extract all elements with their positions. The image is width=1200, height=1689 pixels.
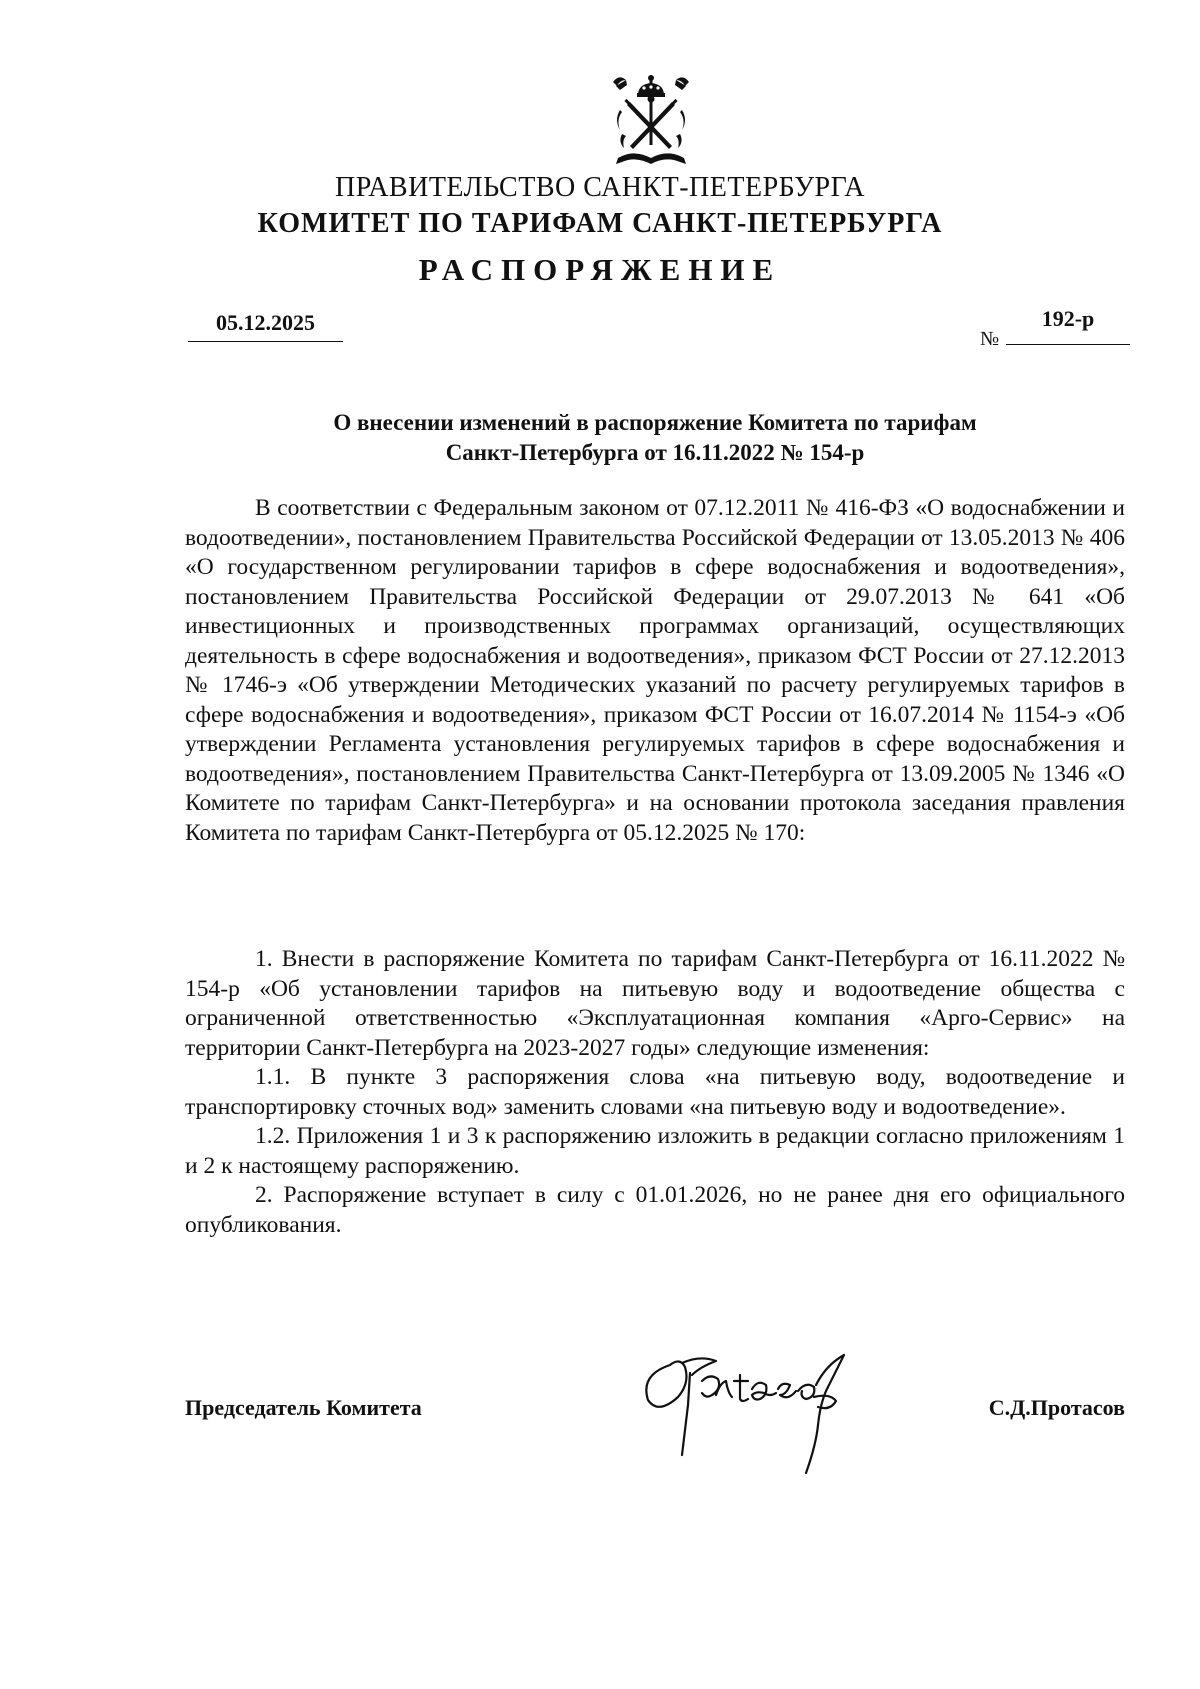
resolution-item-1-2: 1.2. Приложения 1 и 3 к распоряжению изложить в редакции согласно приложениям 1 и 2 к настоящему распоряжению. <box>185 1123 1125 1179</box>
document-number: 192-р <box>1041 306 1095 331</box>
committee-heading: КОМИТЕТ ПО ТАРИФАМ САНКТ-ПЕТЕРБУРГА <box>257 208 943 239</box>
document-title <box>180 408 1130 468</box>
resolution-item-1-1: 1.1. В пункте 3 распоряжения слова «на питьевую воду, водоотведение и транспортировку сточных вод» заменить словами «на питьевую воду и водоотведение». <box>185 1064 1125 1120</box>
date-underline <box>188 341 343 342</box>
document-date: 05.12.2025 <box>216 310 315 335</box>
handwritten-signature <box>630 1345 900 1485</box>
resolution-item-1: 1. Внести в распоряжение Комитета по тарифам Санкт-Петербурга от 16.11.2022 № 154-р «Об установлении тарифов на питьевую воду и водоотведение общества с ограниченной ответственностью «Эксплуатационная компания «Арго-Сервис» на территории Санкт-Петербурга на 2023-2027 годы» следующие изменения: <box>185 946 1125 1061</box>
signatory-name: С.Д.Протасов <box>988 1395 1125 1420</box>
number-underline <box>1006 344 1130 345</box>
resolution-items <box>185 945 1125 1240</box>
resolution-item-2: 2. Распоряжение вступает в силу с 01.01.2026, но не ранее дня его официального опубликования. <box>185 1182 1125 1238</box>
government-heading: ПРАВИТЕЛЬСТВО САНКТ-ПЕТЕРБУРГА <box>335 172 865 203</box>
number-sign: № <box>980 328 1000 350</box>
coat-of-arms-icon <box>610 72 692 172</box>
document-type-heading: РАСПОРЯЖЕНИЕ <box>418 252 782 287</box>
preamble-paragraph: В соответствии с Федеральным законом от 07.12.2011 № 416-ФЗ «О водоснабжении и водоотведении», постановлением Правительства Российской Федерации от 13.05.2013 № 406 «О государственном регулировании тарифов в сфере водоснабжения и водоотведения», постановлением Правительства Российской Федерации от 29.07.2013 № 641 «Об инвестиционных и производственных программах организаций, осуществляющих деятельность в сфере водоснабжения и водоотведения», приказом ФСТ России от 27.12.2013 № 1746-э «Об утверждении Методических указаний по расчету регулируемых тарифов в сфере водоснабжения и водоотведения», приказом ФСТ России от 16.07.2014 № 1154-э «Об утверждении Регламента установления регулируемых тарифов в сфере водоснабжения и водоотведения», постановлением Правительства Санкт-Петербурга от 13.09.2005 № 1346 «О Комитете по тарифам Санкт-Петербурга» и на основании протокола заседания правления Комитета по тарифам Санкт-Петербурга от 05.12.2025 № 170: <box>185 495 1125 846</box>
preamble <box>185 494 1125 848</box>
document-title-line-1: О внесении изменений в распоряжение Комитета по тарифам <box>333 410 977 435</box>
signatory-position: Председатель Комитета <box>185 1395 422 1420</box>
document-title-line-2: Санкт-Петербурга от 16.11.2022 № 154-р <box>445 440 865 465</box>
